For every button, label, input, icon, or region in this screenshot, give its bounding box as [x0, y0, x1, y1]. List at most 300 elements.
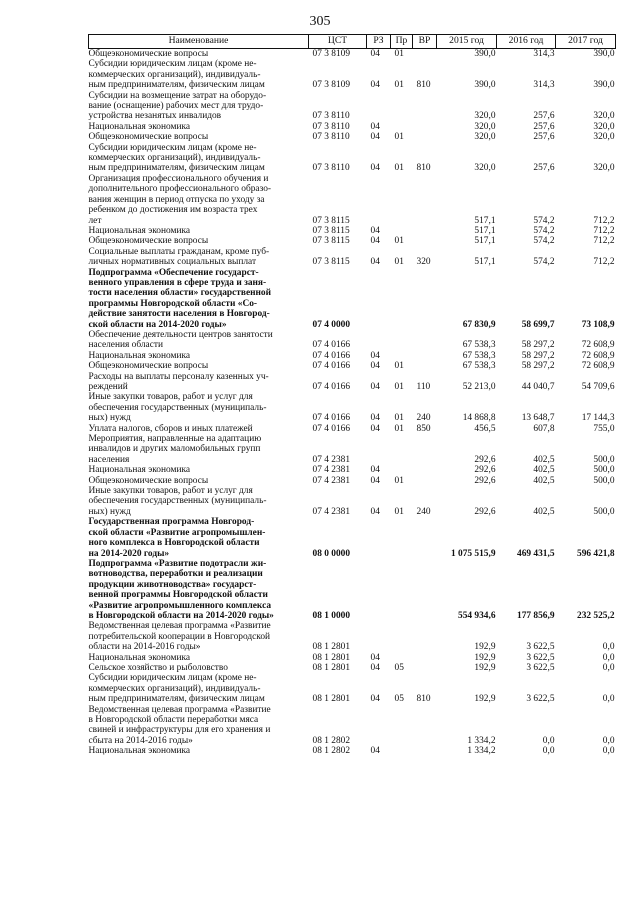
value-2017: 500,0: [593, 475, 615, 486]
row-name-line: Подпрограмма «Развитие подотрасли жи-: [88, 558, 267, 569]
row-name-cell: [89, 268, 309, 330]
rz-cell: [367, 517, 391, 559]
value-2015: 554 934,6: [458, 610, 496, 621]
vr-cell: [413, 361, 437, 371]
value-2017: 0,0: [602, 694, 615, 705]
value-2017: 17 144,3: [581, 413, 615, 424]
row-name-line: Организация профессионального обучения и: [88, 173, 269, 184]
value-2017: 712,2: [593, 215, 615, 226]
row-name-line: инвалидов и других маломобильных групп: [88, 444, 261, 455]
rz-cell: 04: [370, 49, 380, 59]
vr-cell: 320: [416, 257, 431, 268]
vr-cell: [413, 653, 437, 663]
value-2016: 574,2: [533, 215, 555, 226]
vr-cell: [413, 517, 437, 559]
value-2015: 320,0: [474, 163, 496, 174]
row-name-line: сбыта на 2014-2016 годы»: [88, 735, 193, 746]
table-body: [89, 49, 616, 757]
rz-cell: [367, 434, 391, 465]
value-2016: 402,5: [533, 475, 555, 486]
row-name-line: личных нормативных социальных выплат: [88, 257, 257, 268]
value-2015: 320,0: [474, 111, 496, 122]
pr-cell: 01: [394, 163, 404, 174]
value-2017: 0,0: [602, 662, 615, 673]
value-2017: 390,0: [593, 80, 615, 91]
table-row: [89, 517, 616, 559]
pr-cell: 01: [394, 132, 404, 143]
cst-cell: 07 4 0166: [312, 413, 350, 424]
value-2016: 0,0: [542, 735, 555, 746]
pr-cell: 01: [394, 49, 404, 59]
cst-cell: 07 4 0166: [312, 382, 350, 392]
cst-cell: 07 3 8110: [312, 132, 350, 143]
row-name-cell: [89, 653, 309, 663]
cst-cell: 07 3 8115: [312, 236, 350, 247]
pr-cell: 01: [394, 80, 404, 91]
value-2017: 500,0: [593, 465, 615, 476]
pr-cell: 01: [394, 475, 404, 486]
pr-cell: 01: [394, 257, 404, 268]
table-row: [89, 49, 616, 60]
row-name-line: ных) нужд: [88, 413, 131, 424]
vr-cell: 810: [416, 80, 431, 91]
pr-cell: 01: [394, 236, 404, 247]
row-name-cell: [89, 132, 309, 142]
value-2017: 0,0: [602, 652, 615, 663]
value-2016: 314,3: [533, 49, 555, 59]
row-name-line: дополнительного профессионального образо-: [88, 184, 272, 195]
row-name-cell: [89, 663, 309, 673]
value-2017: 0,0: [602, 642, 615, 653]
value-2015: 517,1: [474, 257, 496, 268]
row-name-cell: [89, 372, 309, 393]
table-row: [89, 486, 616, 517]
header-2017: 2017 год: [556, 35, 616, 49]
value-2017: 712,2: [593, 225, 615, 236]
header-2016: 2016 год: [497, 35, 556, 49]
value-2015: 292,6: [474, 454, 496, 465]
value-2016: 402,5: [533, 465, 555, 476]
rz-cell: 04: [370, 361, 380, 372]
table-row: [89, 351, 616, 361]
vr-cell: [413, 330, 437, 351]
pr-cell: 01: [394, 506, 404, 517]
pr-cell: 01: [394, 413, 404, 424]
rz-cell: 04: [370, 662, 380, 673]
rz-cell: 04: [370, 423, 380, 434]
row-name-line: коммерческих организаций), индивидуаль-: [88, 683, 261, 694]
row-name-cell: [89, 559, 309, 621]
cst-cell: 07 4 0000: [312, 319, 350, 330]
cst-cell: 07 3 8115: [312, 257, 350, 268]
row-name-line: Национальная экономика: [88, 652, 191, 663]
pr-cell: [391, 330, 413, 351]
cst-cell: 07 4 2381: [312, 465, 350, 476]
pr-cell: [391, 746, 413, 756]
cst-cell: 08 1 0000: [312, 610, 350, 621]
cst-cell: 07 4 2381: [312, 454, 350, 465]
row-name-line: Расходы на выплаты персоналу казенных уч-: [88, 371, 269, 382]
cst-cell: 07 4 0166: [312, 350, 350, 361]
rz-cell: 04: [370, 413, 380, 424]
cst-cell: 07 3 8109: [312, 80, 350, 91]
row-name-line: вотноводства, переработки и реализации: [88, 569, 263, 580]
value-2016: 58 297,2: [521, 340, 555, 351]
table-row: [89, 59, 616, 90]
row-name-line: Субсидии юридическим лицам (кроме не-: [88, 59, 257, 70]
vr-cell: [413, 559, 437, 621]
cst-cell: 07 3 8110: [312, 111, 350, 122]
vr-cell: [413, 476, 437, 486]
row-name-line: Национальная экономика: [88, 746, 191, 757]
row-name-cell: [89, 621, 309, 652]
value-2016: 469 431,5: [517, 548, 555, 559]
row-name-line: продукции животноводства» государст-: [88, 579, 257, 590]
row-name-line: Национальная экономика: [88, 465, 191, 476]
rz-cell: [367, 91, 391, 122]
value-2017: 596 421,8: [577, 548, 615, 559]
row-name-line: ской области «Развитие агропромышлен-: [88, 527, 266, 538]
pr-cell: [391, 226, 413, 236]
value-2016: 257,6: [533, 111, 555, 122]
row-name-cell: [89, 673, 309, 704]
row-name-line: обеспечения государственных (муниципаль-: [88, 402, 267, 413]
table-row: [89, 621, 616, 652]
row-name-line: программы Новгородской области «Со-: [88, 298, 258, 309]
row-name-line: действие занятости населения в Новгород-: [88, 309, 270, 320]
row-name-cell: [89, 330, 309, 351]
value-2016: 402,5: [533, 506, 555, 517]
row-name-line: Социальные выплаты гражданам, кроме пуб-: [88, 246, 270, 257]
row-name-cell: [89, 392, 309, 423]
vr-cell: 850: [416, 423, 431, 434]
row-name-line: лет: [88, 215, 102, 226]
value-2017: 320,0: [593, 163, 615, 174]
value-2017: 390,0: [593, 49, 615, 59]
pr-cell: [391, 517, 413, 559]
pr-cell: [391, 434, 413, 465]
header-vr: ВР: [413, 35, 437, 49]
row-name-line: Общеэкономические вопросы: [88, 475, 209, 486]
row-name-cell: [89, 91, 309, 122]
row-name-cell: [89, 49, 309, 60]
cst-cell: 07 3 8115: [312, 215, 350, 226]
row-name-line: ребенком до достижения им возраста трех: [88, 205, 258, 216]
row-name-line: ным предпринимателям, физическим лицам: [88, 694, 265, 705]
pr-cell: [391, 174, 413, 226]
value-2017: 73 108,9: [581, 319, 615, 330]
value-2015: 67 538,3: [462, 350, 496, 361]
pr-cell: 01: [394, 382, 404, 392]
table-row: [89, 746, 616, 756]
table-row: [89, 91, 616, 122]
row-name-cell: [89, 424, 309, 434]
row-name-cell: [89, 361, 309, 371]
cst-cell: 07 4 0166: [312, 423, 350, 434]
row-name-line: Общеэкономические вопросы: [88, 361, 209, 372]
row-name-line: Иные закупки товаров, работ и услуг для: [88, 392, 253, 403]
table-row: [89, 330, 616, 351]
value-2016: 574,2: [533, 257, 555, 268]
budget-table: [88, 34, 616, 757]
pr-cell: [391, 351, 413, 361]
value-2016: 257,6: [533, 132, 555, 143]
row-name-line: венного управления в сфере труда и заня-: [88, 277, 267, 288]
table-row: [89, 247, 616, 268]
value-2015: 1 334,2: [467, 735, 496, 746]
row-name-line: вания женщин в период отпуска по уходу за: [88, 194, 265, 205]
row-name-line: Национальная экономика: [88, 350, 191, 361]
rz-cell: 04: [370, 694, 380, 705]
value-2015: 192,9: [474, 642, 496, 653]
pr-cell: 01: [394, 361, 404, 372]
row-name-line: ным предпринимателям, физическим лицам: [88, 80, 265, 91]
table-row: [89, 559, 616, 621]
row-name-line: тости населения области» государственной: [88, 288, 272, 299]
value-2016: 257,6: [533, 121, 555, 132]
table-row: [89, 465, 616, 475]
row-name-line: реждений: [88, 382, 128, 392]
rz-cell: [367, 621, 391, 652]
value-2017: 232 525,2: [577, 610, 615, 621]
value-2017: 72 608,9: [581, 350, 615, 361]
value-2017: 320,0: [593, 121, 615, 132]
value-2015: 192,9: [474, 652, 496, 663]
pr-cell: [391, 653, 413, 663]
page-number: 305: [309, 14, 331, 29]
value-2016: 314,3: [533, 80, 555, 91]
vr-cell: [413, 746, 437, 756]
cst-cell: 07 4 2381: [312, 475, 350, 486]
vr-cell: [413, 174, 437, 226]
vr-cell: 810: [416, 694, 431, 705]
row-name-cell: [89, 434, 309, 465]
row-name-cell: [89, 143, 309, 174]
table-row: [89, 372, 616, 393]
table-row: [89, 143, 616, 174]
pr-cell: [391, 465, 413, 475]
row-name-cell: [89, 174, 309, 226]
pr-cell: [391, 268, 413, 330]
vr-cell: [413, 268, 437, 330]
table-row: [89, 361, 616, 371]
row-name-line: Ведомственная целевая программа «Развитие: [88, 704, 271, 715]
value-2016: 402,5: [533, 454, 555, 465]
rz-cell: 04: [370, 746, 380, 757]
cst-cell: 07 4 2381: [312, 506, 350, 517]
row-name-cell: [89, 517, 309, 559]
cst-cell: 08 0 0000: [312, 548, 350, 559]
table-row: [89, 705, 616, 747]
row-name-line: венной программы Новгородской области: [88, 590, 268, 601]
pr-cell: 05: [394, 662, 404, 673]
cst-cell: 07 3 8110: [312, 121, 350, 132]
value-2016: 13 648,7: [521, 413, 555, 424]
pr-cell: [391, 621, 413, 652]
row-name-line: Общеэкономические вопросы: [88, 132, 209, 143]
cst-cell: 08 1 2802: [312, 735, 350, 746]
value-2016: 58 699,7: [521, 319, 555, 330]
value-2015: 292,6: [474, 475, 496, 486]
row-name-line: коммерческих организаций), индивидуаль-: [88, 69, 261, 80]
row-name-line: в Новгородской области на 2014-2020 годы»: [88, 610, 274, 621]
row-name-cell: [89, 465, 309, 475]
row-name-cell: [89, 236, 309, 246]
row-name-cell: [89, 351, 309, 361]
vr-cell: [413, 465, 437, 475]
value-2017: 500,0: [593, 506, 615, 517]
row-name-line: устройства незанятых инвалидов: [88, 111, 222, 122]
rz-cell: [367, 330, 391, 351]
row-name-line: ным предпринимателям, физическим лицам: [88, 163, 265, 174]
table-row: [89, 663, 616, 673]
row-name-line: ской области на 2014-2020 годы»: [88, 319, 227, 330]
value-2015: 517,1: [474, 225, 496, 236]
vr-cell: [413, 49, 437, 60]
pr-cell: [391, 91, 413, 122]
rz-cell: 04: [370, 225, 380, 236]
row-name-line: Субсидии юридическим лицам (кроме не-: [88, 142, 257, 153]
value-2015: 192,9: [474, 662, 496, 673]
row-name-line: «Развитие агропромышленного комплекса: [88, 600, 272, 611]
header-pr: Пр: [391, 35, 413, 49]
rz-cell: 04: [370, 350, 380, 361]
row-name-line: Общеэкономические вопросы: [88, 49, 209, 59]
table-row: [89, 268, 616, 330]
row-name-line: свиней и инфраструктуры для его хранения и: [88, 725, 271, 736]
value-2017: 712,2: [593, 257, 615, 268]
value-2017: 320,0: [593, 111, 615, 122]
cst-cell: 07 3 8110: [312, 163, 350, 174]
vr-cell: [413, 621, 437, 652]
value-2016: 0,0: [542, 746, 555, 757]
row-name-cell: [89, 476, 309, 486]
value-2015: 456,5: [474, 423, 496, 434]
row-name-cell: [89, 122, 309, 132]
row-name-line: Подпрограмма «Обеспечение государст-: [88, 267, 259, 278]
row-name-line: Общеэкономические вопросы: [88, 236, 209, 247]
row-name-line: коммерческих организаций), индивидуаль-: [88, 153, 261, 164]
value-2015: 1 075 515,9: [450, 548, 496, 559]
row-name-line: Иные закупки товаров, работ и услуг для: [88, 486, 253, 497]
row-name-line: ного комплекса в Новгородской области: [88, 538, 260, 549]
table-row: [89, 132, 616, 142]
value-2015: 14 868,8: [462, 413, 496, 424]
vr-cell: [413, 434, 437, 465]
rz-cell: [367, 174, 391, 226]
header-name: Наименование: [89, 35, 309, 49]
rz-cell: [367, 268, 391, 330]
table-row: [89, 236, 616, 246]
vr-cell: [413, 91, 437, 122]
cst-cell: 07 4 0166: [312, 340, 350, 351]
table-row: [89, 673, 616, 704]
row-name-cell: [89, 247, 309, 268]
value-2016: 3 622,5: [526, 642, 555, 653]
vr-cell: [413, 705, 437, 747]
table-row: [89, 424, 616, 434]
header-cst: ЦСТ: [309, 35, 367, 49]
value-2015: 292,6: [474, 506, 496, 517]
row-name-line: Обеспечение деятельности центров занятости: [88, 329, 273, 340]
value-2017: 72 608,9: [581, 361, 615, 372]
row-name-cell: [89, 486, 309, 517]
value-2015: 192,9: [474, 694, 496, 705]
header-2015: 2015 год: [437, 35, 497, 49]
rz-cell: 04: [370, 80, 380, 91]
vr-cell: [413, 226, 437, 236]
row-name-line: Сельское хозяйство и рыболовство: [88, 662, 228, 673]
table-row: [89, 226, 616, 236]
value-2016: 58 297,2: [521, 361, 555, 372]
header-rz: РЗ: [367, 35, 391, 49]
value-2016: 3 622,5: [526, 694, 555, 705]
vr-cell: 810: [416, 163, 431, 174]
value-2016: 574,2: [533, 225, 555, 236]
rz-cell: 04: [370, 382, 380, 392]
value-2015: 67 538,3: [462, 361, 496, 372]
vr-cell: [413, 132, 437, 142]
value-2015: 1 334,2: [467, 746, 496, 757]
cst-cell: 08 1 2801: [312, 652, 350, 663]
value-2016: 3 622,5: [526, 652, 555, 663]
row-name-line: населения: [88, 454, 130, 465]
row-name-line: Уплата налогов, сборов и иных платежей: [88, 423, 253, 434]
table-header-row: [89, 35, 616, 49]
value-2017: 320,0: [593, 132, 615, 143]
rz-cell: 04: [370, 506, 380, 517]
cst-cell: 08 1 2801: [312, 642, 350, 653]
row-name-cell: [89, 746, 309, 756]
row-name-line: области на 2014-2016 годы»: [88, 642, 201, 653]
table-row: [89, 476, 616, 486]
value-2015: 390,0: [474, 49, 496, 59]
value-2017: 500,0: [593, 454, 615, 465]
rz-cell: 04: [370, 475, 380, 486]
value-2015: 517,1: [474, 236, 496, 247]
value-2016: 607,8: [533, 423, 555, 434]
value-2015: 320,0: [474, 132, 496, 143]
rz-cell: 04: [370, 163, 380, 174]
table-row: [89, 434, 616, 465]
value-2015: 67 538,3: [462, 340, 496, 351]
row-name-cell: [89, 59, 309, 90]
row-name-line: обеспечения государственных (муниципаль-: [88, 496, 267, 507]
row-name-cell: [89, 705, 309, 747]
rz-cell: 04: [370, 121, 380, 132]
vr-cell: 240: [416, 506, 431, 517]
row-name-line: в Новгородской области переработки мяса: [88, 715, 259, 725]
table-row: [89, 174, 616, 226]
value-2015: 67 830,9: [462, 319, 496, 330]
row-name-line: Субсидии юридическим лицам (кроме не-: [88, 673, 257, 684]
value-2015: 390,0: [474, 80, 496, 91]
value-2017: 0,0: [602, 735, 615, 746]
rz-cell: 04: [370, 257, 380, 268]
vr-cell: [413, 236, 437, 246]
value-2016: 574,2: [533, 236, 555, 247]
rz-cell: 04: [370, 465, 380, 476]
row-name-line: Национальная экономика: [88, 225, 191, 236]
table-row: [89, 122, 616, 132]
row-name-line: Национальная экономика: [88, 121, 191, 132]
row-name-line: ных) нужд: [88, 506, 131, 517]
value-2017: 0,0: [602, 746, 615, 757]
row-name-line: вание (оснащение) рабочих мест для трудо-: [88, 101, 264, 112]
rz-cell: 04: [370, 236, 380, 247]
value-2017: 712,2: [593, 236, 615, 247]
row-name-line: на 2014-2020 годы»: [88, 548, 170, 559]
